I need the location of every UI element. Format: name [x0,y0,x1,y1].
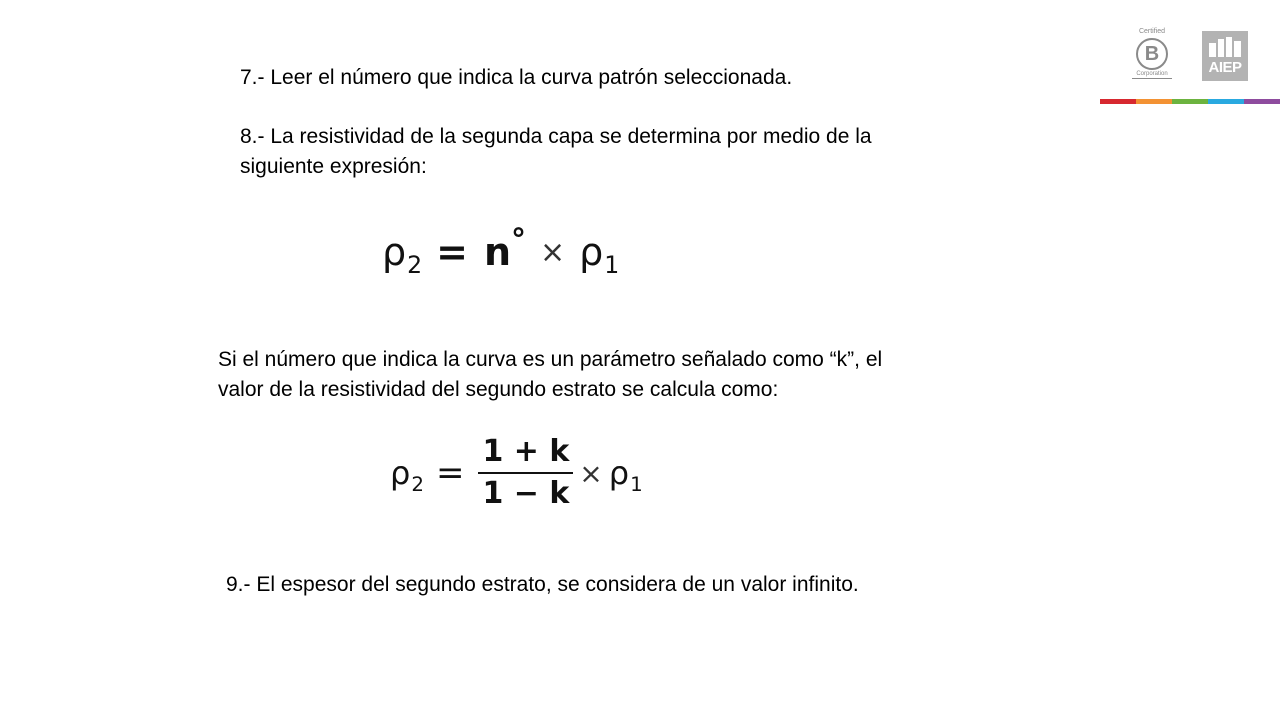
color-bar-blue [1208,99,1244,104]
degree-symbol: ° [511,222,527,258]
equals-sign: = [436,230,468,274]
step-8-text [240,122,980,182]
b-corp-certified-label: Certified [1138,28,1166,35]
step-7-text: 7.- Leer el número que indica la curva patrón seleccionada. [240,66,793,89]
step-8-line-2: siguiente expresión: [240,155,427,178]
times-sign: × [579,456,603,490]
formula-resistivity-n [382,222,619,282]
equals-sign: = [435,453,465,493]
b-corp-corporation-label: Corporation [1132,71,1172,79]
k-line-1: Si el número que indica la curva es un parámetro señalado como “k”, el [218,348,883,371]
rho-1: $\rho_1$ [579,230,620,280]
fraction-bar [478,472,573,474]
formula-resistivity-k [390,432,643,514]
denominator: 1 − k [482,476,570,511]
color-bar-purple [1244,99,1280,104]
aiep-text: AIEP [1208,59,1242,76]
b-corp-letter: B [1136,38,1168,70]
rho-1: $\rho_1$ [608,454,643,496]
n-symbol: n [483,230,512,274]
aiep-logo [1202,31,1248,81]
fraction [478,434,573,512]
color-bar-orange [1136,99,1172,104]
k-line-2: valor de la resistividad del segundo estrato se calcula como: [218,378,779,401]
step-9-text: 9.- El espesor del segundo estrato, se considera de un valor infinito. [226,573,859,596]
rho-2: $\rho_2$ [390,454,424,496]
rho-2: $\rho_2$ [382,230,423,280]
times-sign: × [540,234,566,270]
buildings-icon [1208,37,1242,57]
color-bar-green [1172,99,1208,104]
k-parameter-text [218,345,998,405]
b-corp-logo [1132,28,1172,84]
brand-color-bar [1100,99,1280,104]
step-8-line-1: 8.- La resistividad de la segunda capa se determina por medio de la [240,125,872,148]
numerator: 1 + k [482,434,570,469]
color-bar-red [1100,99,1136,104]
